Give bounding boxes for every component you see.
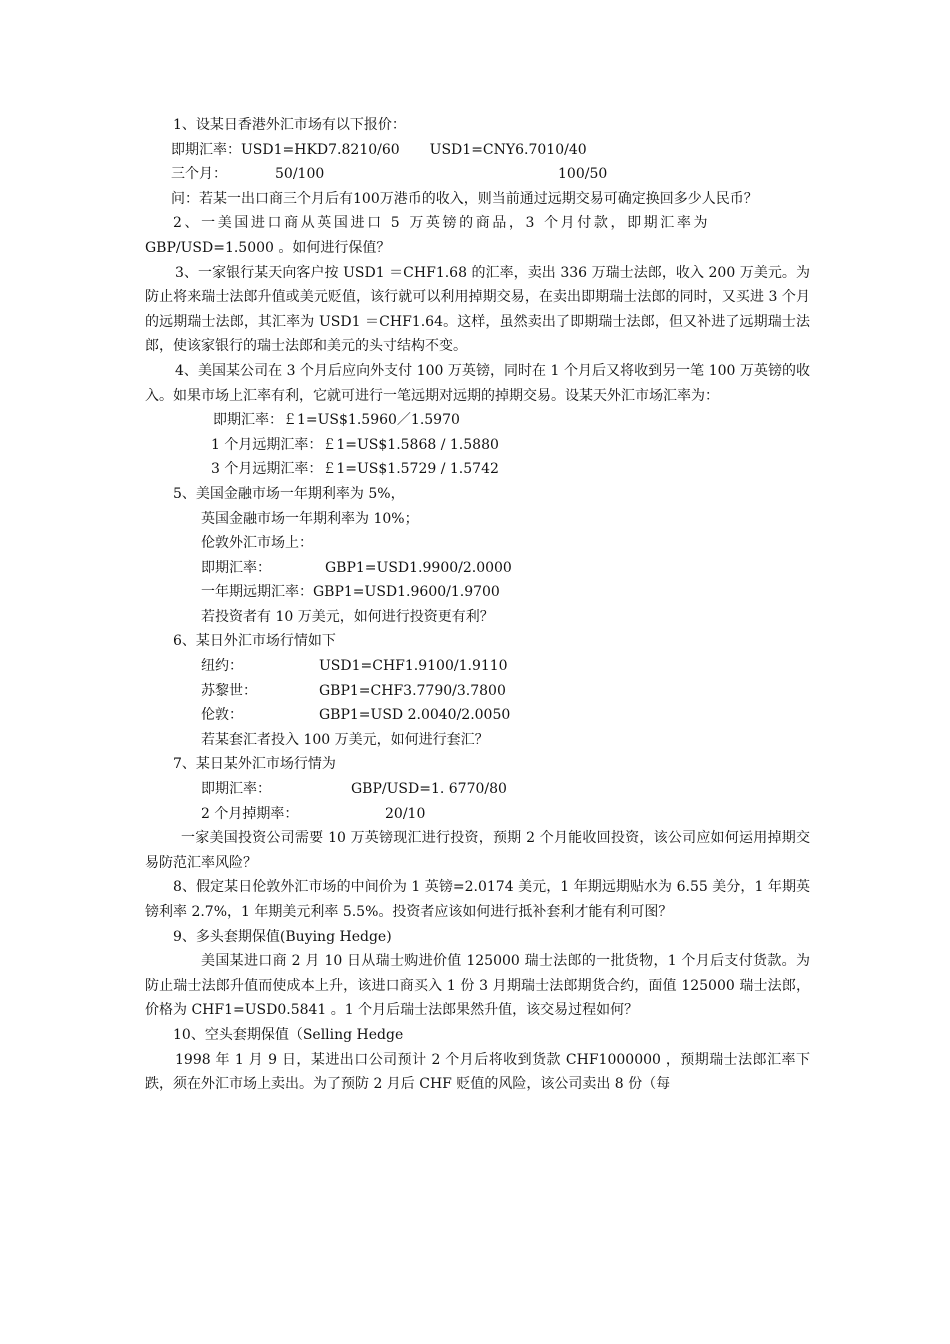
q3-text: 3、一家银行某天向客户按 USD1 ＝CHF1.68 的汇率，卖出 336 万瑞士法郎，收入 200 万美元。为防止将来瑞士法郎升值或美元贬值，该行就可以利用掉期交易，在卖出即期瑞士法郎的同时，又买进 3 个月的远期瑞士法郎，其汇率为 USD1 ＝CHF1.64。这样，虽然卖出了即期瑞士法郎，但又补进了远期瑞士法郎，使该家银行的瑞士法郎和美元的头寸结构不变。	[145, 264, 810, 355]
q9-title: 9、多头套期保值(Buying Hedge)	[173, 928, 392, 945]
q1-spot-cny: USD1=CNY6.7010/40	[429, 141, 587, 158]
q4-text: 4、美国某公司在 3 个月后应向外支付 100 万英镑，同时在 1 个月后又将收到另一笔 100 万英镑的收入。如果市场上汇率有利，它就可进行一笔远期对远期的掉期交易。设某天外汇市场汇率为：	[145, 362, 810, 404]
q6-market-row	[145, 679, 810, 704]
q1-question: 问：若某一出口商三个月后有100万港币的收入，则当前通过远期交易可确定换回多少人民币？	[171, 190, 758, 207]
q2-line2: GBP/USD=1.5000 。如何进行保值？	[145, 239, 391, 256]
q7-swap-line	[145, 802, 810, 827]
q6-market-row	[145, 703, 810, 728]
q1-spot-label: 即期汇率：	[171, 141, 241, 158]
q6-market-row	[145, 654, 810, 679]
q7-title: 7、某日某外汇市场行情为	[173, 756, 336, 773]
q4-rate-3m: 3 个月远期汇率：￡1=US$1.5729 / 1.5742	[211, 461, 499, 478]
q7-spot-line	[145, 777, 810, 802]
q7-text: 一家美国投资公司需要 10 万英镑现汇进行投资，预期 2 个月能收回投资，该公司应如何运用掉期交易防范汇率风险？	[145, 830, 810, 871]
q1-title: 1、设某日香港外汇市场有以下报价：	[173, 117, 406, 133]
q1-three-month-line	[145, 162, 810, 187]
q6-city: 伦敦：	[201, 707, 243, 724]
q7-spot-label: 即期汇率：	[201, 781, 271, 798]
q6-rate: GBP1=USD 2.0040/2.0050	[319, 707, 511, 724]
q1-fwd-hkd: 50/100	[275, 166, 325, 183]
q1-spot-hkd: USD1=HKD7.8210/60	[241, 141, 400, 158]
q6-title: 6、某日外汇市场行情如下	[173, 633, 336, 650]
document-page	[145, 113, 810, 1097]
q5-spot-label: 即期汇率：	[201, 559, 271, 576]
q1-spot-line	[145, 138, 810, 163]
q4-rate-spot: 即期汇率：￡1=US$1.5960／1.5970	[213, 412, 460, 429]
q10-text: 1998 年 1 月 9 日，某进出口公司预计 2 个月后将收到货款 CHF1000000 ，预期瑞士法郎汇率下跌，须在外汇市场上卖出。为了预防 2 月后 CHF 贬值的风险，该公司卖出 8 份（每	[145, 1051, 810, 1093]
q7-swap-label: 2 个月掉期率：	[201, 805, 299, 822]
q6-city: 苏黎世：	[201, 682, 257, 699]
q7-spot-value: GBP/USD=1. 6770/80	[351, 781, 507, 798]
q1-fwd-cny: 100/50	[558, 166, 608, 183]
q7-swap-value: 20/10	[385, 805, 426, 822]
q6-question: 若某套汇者投入 100 万美元，如何进行套汇？	[201, 731, 489, 748]
q2-line1: 2、一美国进口商从英国进口 5 万英镑的商品，3 个月付款，即期汇率为	[173, 215, 711, 232]
q10-title: 10、空头套期保值（Selling Hedge	[173, 1026, 404, 1043]
q9-text: 美国某进口商 2 月 10 日从瑞士购进价值 125000 瑞士法郎的一批货物，1 个月后支付货款。为防止瑞士法郎升值而使成本上升，该进口商买入 1 份 3 月期瑞士法郎期货合约，面值 125000 瑞士法郎，价格为 CHF1=USD0.5841 。1 个月后瑞士法郎果然升值，该交易过程如何？	[145, 953, 810, 1019]
q5-spot-line	[145, 556, 810, 581]
q5-uk-rate: 英国金融市场一年期利率为 10%；	[201, 510, 419, 527]
q5-spot-value: GBP1=USD1.9900/2.0000	[325, 559, 512, 576]
q6-rate: USD1=CHF1.9100/1.9110	[319, 658, 508, 675]
q5-fwd-line: 一年期远期汇率：GBP1=USD1.9600/1.9700	[201, 584, 500, 601]
q5-london: 伦敦外汇市场上：	[201, 535, 313, 552]
q1-three-month-label: 三个月：	[171, 166, 227, 183]
q4-rate-1m: 1 个月远期汇率：￡1=US$1.5868 / 1.5880	[211, 436, 499, 453]
q5-title: 5、美国金融市场一年期利率为 5%，	[173, 485, 405, 502]
q5-question: 若投资者有 10 万美元，如何进行投资更有利？	[201, 608, 494, 625]
q8-text: 8、假定某日伦敦外汇市场的中间价为 1 英镑=2.0174 美元，1 年期远期贴水为 6.55 美分，1 年期英镑利率 2.7%，1 年期美元利率 5.5%。投资者应该如何进行抵补套利才能有利可图？	[145, 879, 810, 920]
q6-city: 纽约：	[201, 658, 243, 675]
q6-rate: GBP1=CHF3.7790/3.7800	[319, 682, 506, 699]
